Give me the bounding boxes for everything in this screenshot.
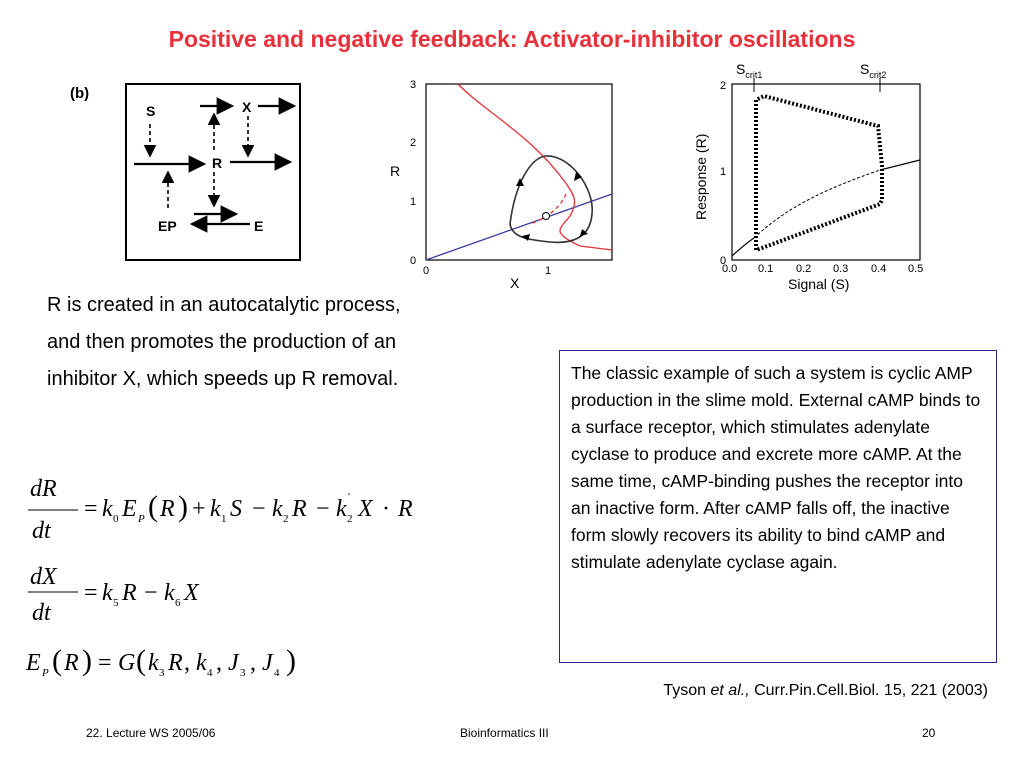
phase-ytick-3: 3 bbox=[410, 79, 417, 91]
svg-text:(: ( bbox=[148, 490, 158, 523]
wiring-diagram bbox=[64, 76, 304, 266]
bif-xtick-3: 0.3 bbox=[833, 263, 849, 275]
node-ep: EP bbox=[158, 218, 177, 234]
svg-text:=: = bbox=[98, 650, 112, 676]
x-nullcline bbox=[426, 194, 612, 260]
svg-text:k: k bbox=[102, 580, 113, 606]
bif-ylabel: Response (R) bbox=[693, 133, 709, 220]
svg-text:=: = bbox=[84, 496, 98, 522]
bif-ytick-0: 0 bbox=[720, 255, 727, 267]
node-r: R bbox=[212, 155, 223, 171]
svg-text:(: ( bbox=[136, 644, 146, 677]
svg-text:': ' bbox=[348, 491, 350, 503]
svg-text:R: R bbox=[398, 496, 413, 522]
svg-text:+: + bbox=[192, 496, 206, 522]
svg-text:−: − bbox=[252, 496, 266, 522]
footer-course: Bioinformatics III bbox=[460, 726, 549, 740]
svg-text:6: 6 bbox=[175, 597, 181, 609]
svg-text:k: k bbox=[148, 650, 159, 676]
svg-text:,: , bbox=[216, 650, 222, 676]
bif-ytick-1: 1 bbox=[720, 166, 727, 178]
svg-text:E: E bbox=[122, 496, 137, 522]
svg-text:4: 4 bbox=[274, 667, 280, 679]
bifurcation-frame bbox=[732, 84, 920, 260]
bifurcation-plot bbox=[688, 56, 934, 296]
node-s: S bbox=[146, 103, 156, 119]
svg-text:=: = bbox=[84, 580, 98, 606]
svg-text:k: k bbox=[210, 496, 221, 522]
svg-text:P: P bbox=[138, 513, 145, 525]
svg-text:4: 4 bbox=[207, 667, 213, 679]
r-nullcline-unstable bbox=[530, 194, 566, 224]
scrit2-label: $S_{crit2}$ bbox=[860, 61, 887, 80]
svg-text:R: R bbox=[160, 496, 175, 522]
steady-state bbox=[543, 213, 550, 220]
citation: Tyson et al., Curr.Pin.Cell.Biol. 15, 221 (2003) bbox=[663, 682, 988, 699]
bif-ytick-2: 2 bbox=[720, 80, 727, 92]
limit-cycle bbox=[510, 156, 592, 242]
svg-text:3: 3 bbox=[240, 667, 246, 679]
svg-text:dR: dR bbox=[30, 476, 57, 502]
svg-text:J: J bbox=[262, 650, 273, 676]
node-e: E bbox=[254, 218, 264, 234]
svg-text:k: k bbox=[272, 496, 283, 522]
explanation-box: The classic example of such a system is cyclic AMP production in the slime mold. External cAMP binds to a surface receptor, which stimulates adenylate cyclase to produce and excrete more cAMP. At the same time, cAMP-binding pushes the receptor into an inactive form. After cAMP falls off, the inactive form slowly recovers its ability to bind cAMP and stimulate adenylate cyclase again. bbox=[559, 350, 997, 663]
scrit1-label: $S_{crit1}$ bbox=[736, 61, 763, 80]
phase-ytick-1: 1 bbox=[410, 196, 417, 208]
equations bbox=[20, 466, 490, 692]
stable-branch-low bbox=[732, 238, 754, 256]
svg-text:k: k bbox=[164, 580, 175, 606]
svg-text:): ) bbox=[82, 644, 92, 677]
svg-text:E: E bbox=[26, 650, 41, 676]
svg-text:J: J bbox=[228, 650, 239, 676]
svg-text:,: , bbox=[250, 650, 256, 676]
svg-text:,: , bbox=[184, 650, 190, 676]
svg-text:0: 0 bbox=[113, 513, 119, 525]
footer-lecture: 22. Lecture WS 2005/06 bbox=[86, 726, 216, 740]
svg-text:R: R bbox=[122, 580, 137, 606]
phase-plane-plot bbox=[380, 74, 620, 292]
phase-xlabel: X bbox=[510, 275, 520, 291]
slide-title: Positive and negative feedback: Activator-inhibitor oscillations bbox=[168, 26, 856, 52]
svg-text:dt: dt bbox=[32, 600, 51, 626]
phase-ytick-0: 0 bbox=[410, 255, 417, 267]
svg-text:S: S bbox=[230, 496, 242, 522]
phase-xtick-0: 0 bbox=[423, 265, 430, 277]
svg-text:−: − bbox=[316, 496, 330, 522]
svg-text:5: 5 bbox=[113, 597, 119, 609]
svg-text:X: X bbox=[184, 580, 199, 606]
svg-text:G: G bbox=[118, 650, 136, 676]
svg-text:R: R bbox=[64, 650, 79, 676]
svg-text:X: X bbox=[358, 496, 373, 522]
bif-xtick-4: 0.4 bbox=[871, 263, 887, 275]
svg-text:·: · bbox=[382, 496, 390, 522]
bif-xlabel: Signal (S) bbox=[788, 276, 850, 292]
svg-text:2: 2 bbox=[283, 513, 289, 525]
svg-text:k: k bbox=[196, 650, 207, 676]
stable-branch-high bbox=[880, 160, 920, 170]
unstable-branch bbox=[754, 170, 880, 238]
bif-xtick-5: 0.5 bbox=[908, 263, 924, 275]
svg-text:(: ( bbox=[52, 644, 62, 677]
svg-text:−: − bbox=[144, 580, 158, 606]
svg-text:): ) bbox=[178, 490, 188, 523]
node-x: X bbox=[242, 99, 252, 115]
oscillation-envelope bbox=[756, 96, 882, 250]
svg-text:2: 2 bbox=[347, 513, 353, 525]
svg-text:1: 1 bbox=[221, 513, 227, 525]
svg-text:k: k bbox=[336, 496, 347, 522]
svg-text:R: R bbox=[292, 496, 307, 522]
body-text: R is created in an autocatalytic process, and then promotes the production of an inhibitor X, which speeds up R removal. bbox=[47, 294, 401, 390]
svg-text:): ) bbox=[286, 644, 296, 677]
svg-text:P: P bbox=[42, 667, 49, 679]
bif-xtick-1: 0.1 bbox=[758, 263, 774, 275]
phase-ylabel: R bbox=[390, 163, 401, 179]
svg-text:dt: dt bbox=[32, 518, 51, 544]
panel-label: (b) bbox=[70, 85, 90, 102]
svg-text:3: 3 bbox=[159, 667, 165, 679]
bif-xtick-2: 0.2 bbox=[796, 263, 812, 275]
svg-text:R: R bbox=[168, 650, 183, 676]
svg-text:k: k bbox=[102, 496, 113, 522]
phase-xtick-1: 1 bbox=[545, 265, 552, 277]
svg-text:dX: dX bbox=[30, 564, 57, 590]
bif-xtick-0: 0.0 bbox=[722, 263, 738, 275]
footer-page-number: 20 bbox=[922, 726, 936, 740]
phase-ytick-2: 2 bbox=[410, 137, 417, 149]
